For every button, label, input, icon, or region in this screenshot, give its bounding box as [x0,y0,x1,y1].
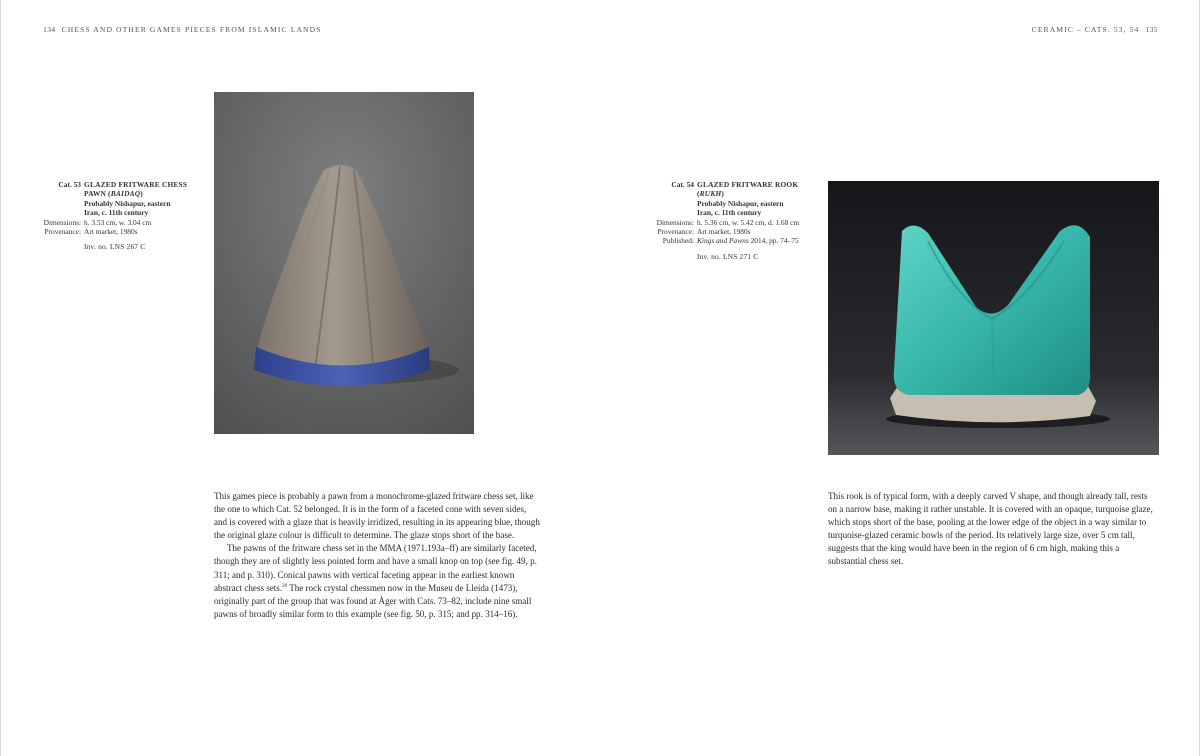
cat53-body-text [214,490,540,621]
left-running-title: CHESS AND OTHER GAMES PIECES FROM ISLAMIC LANDS [61,25,322,34]
cat54-body-text [828,490,1158,569]
cat54-published-label: Published: [662,236,694,246]
left-running-head [43,25,322,34]
cat54-provenance-value: Art market, 1980s [697,227,751,237]
cat53-inventory: Inv. no. LNS 267 C [84,242,146,252]
cat53-paragraph-1: This games piece is probably a pawn from a monochrome-glazed fritware chess set, like the one to which Cat. 52 belonged. It is in the form of a faceted cone with seven sides, and is covered with a glaze that is heavily irridized, resulting in its appearing blue, though the original glaze colour is difficult to determine. The glaze stops short of the base. [214,491,540,541]
cat54-label: Cat. 54 [671,180,694,189]
pawn-photo [214,92,474,434]
right-running-title: CERAMIC – CATS. 53, 54 [1031,25,1140,34]
left-folio: 134 [43,25,56,34]
left-page-edge [0,0,1,756]
cat54-paragraph-1: This rook is of typical form, with a deeply carved V shape, and though already tall, rests on a narrow base, making it rather unstable. It is covered with an opaque, turquoise glaze, which stops short of the base, pooling at the lower edge of the object in a way similar to turquoise-glazed ceramic bowls of the period. Its relatively large size, over 5 cm tall, suggests that the king would have been in the region of 6 cm high, making this a substantial chess set. [828,491,1153,567]
cat53-caption [40,180,187,252]
cat54-origin-line1: Probably Nishapur, eastern [697,198,784,208]
right-running-head [1032,25,1158,34]
cat53-provenance-value: Art market, 1980s [84,227,138,237]
cat54-title-line2: (RUKH) [697,189,725,199]
cat53-title-line2: PAWN (BAIDAQ) [84,189,143,199]
cat53-provenance-label: Provenance: [44,227,81,237]
cat54-inventory: Inv. no. LNS 271 C [697,251,759,261]
cat53-label: Cat. 53 [58,180,81,189]
cat53-dimensions-value: h. 3.53 cm, w. 3.04 cm [84,217,152,227]
cat54-title-line1: GLAZED FRITWARE ROOK [697,180,799,189]
cat53-title-line1: GLAZED FRITWARE CHESS [84,180,188,189]
rook-photo [828,181,1159,455]
cat53-origin-line1: Probably Nishapur, eastern [84,198,171,208]
cat53-origin-line2: Iran, c. 11th century [84,208,149,218]
right-folio: 135 [1145,25,1158,34]
cat54-published-value: Kings and Pawns 2014, pp. 74–75 [697,236,799,246]
footnote-marker: 20 [282,583,288,589]
cat53-dimensions-label: Dimensions: [43,217,81,227]
cat54-provenance-label: Provenance: [657,227,694,237]
cat54-dimensions-label: Dimensions: [656,217,694,227]
cat54-caption [654,180,799,261]
cat54-origin-line2: Iran, c. 11th century [697,208,762,218]
cat53-paragraph-2: The pawns of the fritware chess set in the MMA (1971.193a–ff) are similarly faceted, though they are of slightly less pointed form and have a small knop on top (see fig. 49, p. 311; and p. 310). Conical pawns with vertical faceting appear in the earliest known abstract chess sets.$^{20}$ The rock crystal chessmen now in the Museu de Lleida (1473), originally part of the group that was found at Àger with Cats. 73–82, include nine small pawns of broadly similar form to this example (see fig. 50, p. 315; and pp. 314–16). [214,543,537,619]
cat54-dimensions-value: h. 5.36 cm, w. 5.42 cm, d. 1.68 cm [697,217,800,227]
